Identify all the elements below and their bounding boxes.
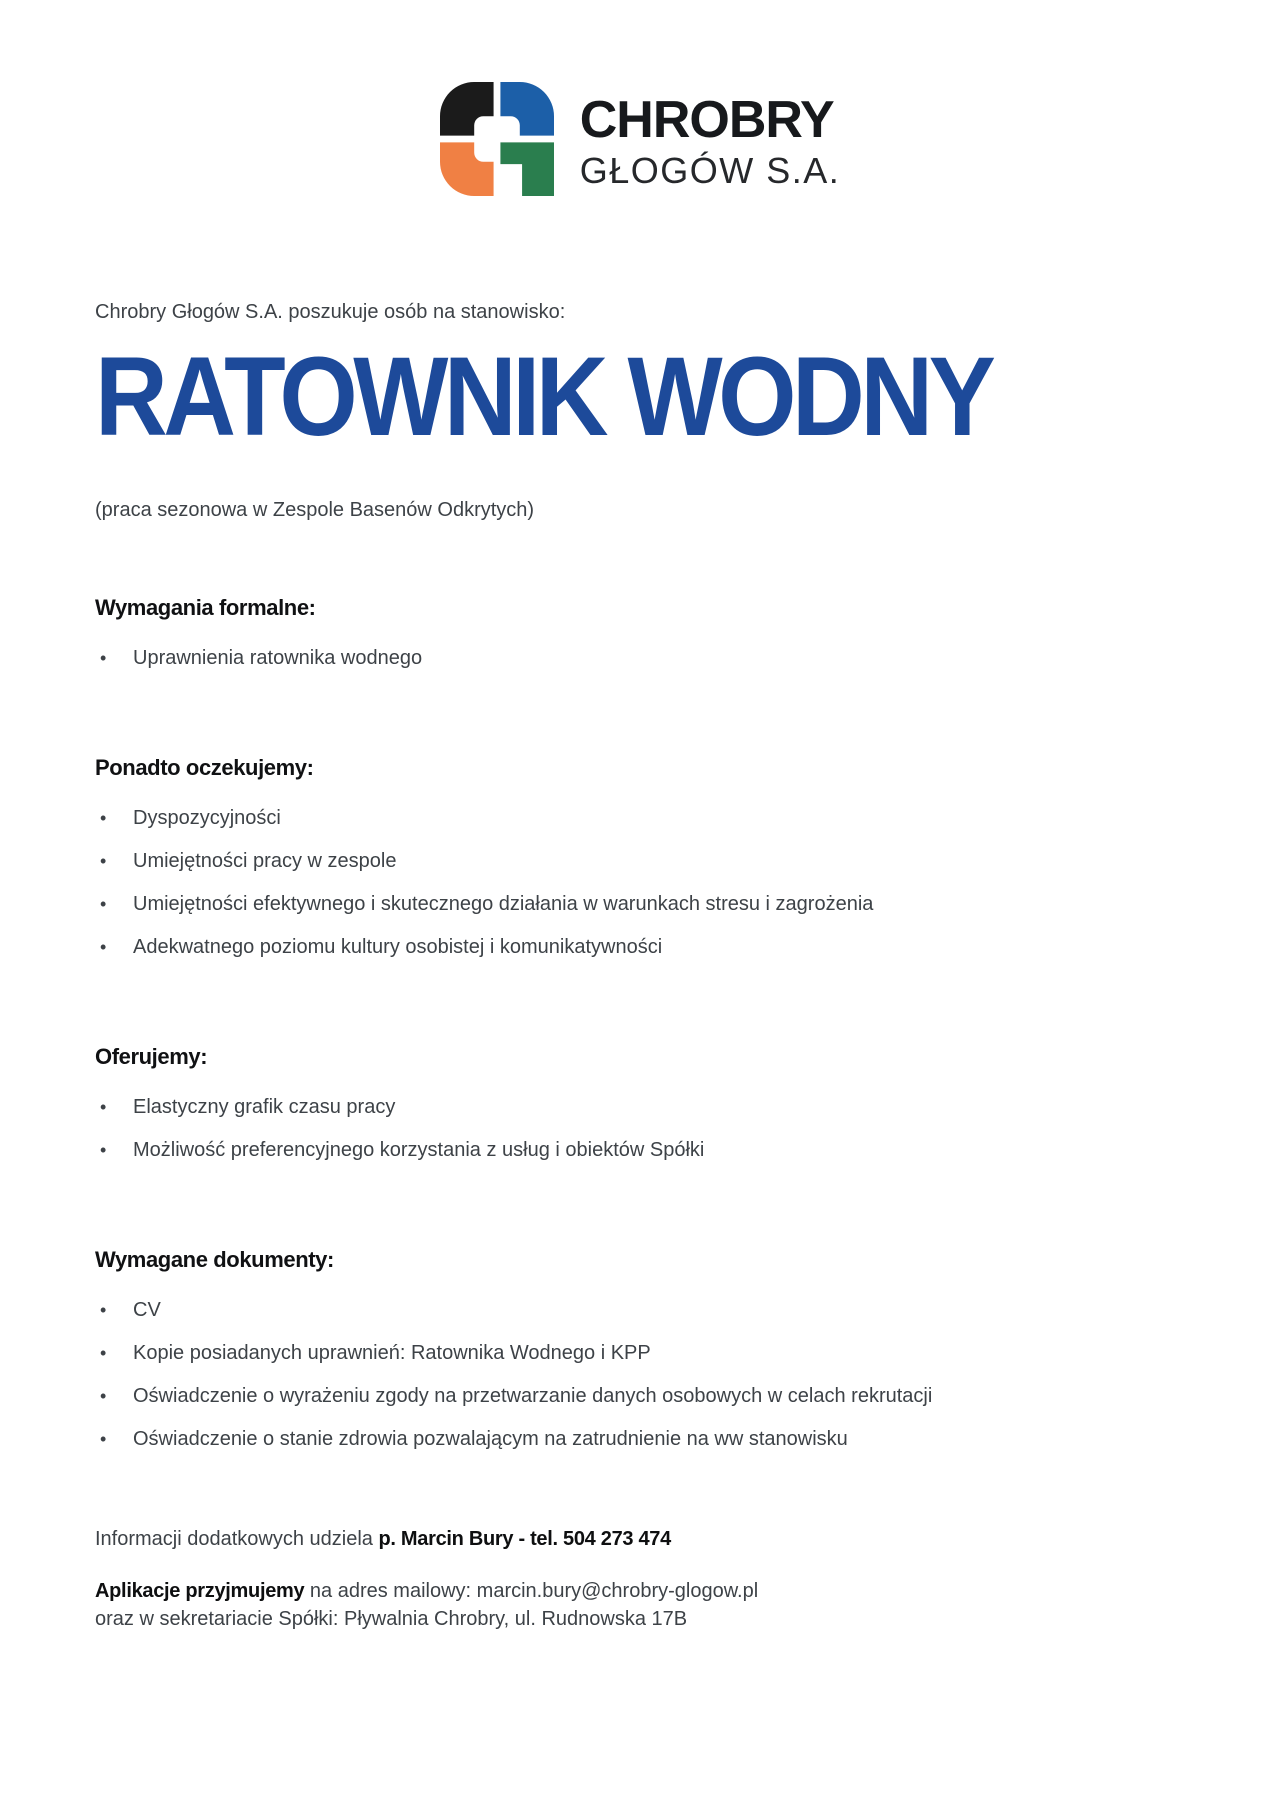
list-item [95,1385,975,1408]
contact-person-phone: p. Marcin Bury - tel. 504 273 474 [378,1527,671,1550]
list-item-text: Oświadczenie o wyrażeniu zgody na przetwarzanie danych osobowych w celach rekrutacji [133,1384,933,1407]
list-item-text: CV [133,1298,161,1321]
section-heading: Wymagane dokumenty: [95,1246,334,1272]
section-oferujemy [95,1043,975,1162]
list-item [95,850,975,873]
bullet-icon: • [100,647,107,668]
bullet-icon: • [100,1299,107,1320]
job-subtitle: (praca sezonowa w Zespole Basenów Odkrytych) [95,498,535,521]
intro-line: Chrobry Głogów S.A. poszukuje osób na stanowisko: [95,301,566,323]
list-item [95,1299,975,1322]
logo-quadrant-bottom-left [440,142,494,196]
list-item [95,893,975,916]
apply-email-text: na adres mailowy: marcin.bury@chrobry-glogow.pl [304,1579,759,1602]
list-item [95,1342,975,1365]
section-ponadto-oczekujemy [95,754,975,959]
section-heading: Wymagania formalne: [95,594,316,620]
logo-text [580,82,841,189]
bullet-icon: • [100,1342,107,1363]
bullet-icon: • [100,893,107,914]
section-heading: Ponadto oczekujemy: [95,754,314,780]
content-column [95,300,992,1633]
bullet-icon: • [100,1139,107,1160]
section-wymagane-dokumenty [95,1246,975,1451]
list-item [95,1096,975,1119]
list-item-text: Kopie posiadanych uprawnień: Ratownika Wodnego i KPP [133,1341,651,1364]
bullet-icon: • [100,1385,107,1406]
list-item-text: Elastyczny grafik czasu pracy [133,1095,396,1118]
job-title: RATOWNIK WODNY [95,334,992,459]
logo-quadrant-bottom-right [500,142,554,196]
bullet-icon: • [100,850,107,871]
chrobry-g-logo-icon [440,82,554,196]
contact-info-line [95,1525,975,1553]
bullet-icon: • [100,1096,107,1117]
contact-info-prefix: Informacji dodatkowych udziela [95,1527,379,1550]
brand-name: CHROBRY [579,91,834,149]
section-wymagania-formalne [95,594,975,670]
logo-quadrant-top-right [500,82,554,136]
application-instructions [95,1577,975,1633]
list-item-text: Możliwość preferencyjnego korzystania z usług i obiektów Spółki [133,1138,705,1161]
list-item [95,807,975,830]
apply-address-text: oraz w sekretariacie Spółki: Pływalnia Chrobry, ul. Rudnowska 17B [95,1607,688,1630]
list-item [95,647,975,670]
bullet-icon: • [100,936,107,957]
list-item-text: Adekwatnego poziomu kultury osobistej i komunikatywności [133,935,663,958]
list-item-text: Uprawnienia ratownika wodnego [133,646,423,669]
list-item [95,1139,975,1162]
bullet-icon: • [100,807,107,828]
company-logo [0,0,1280,196]
logo-quadrant-top-left [440,82,494,136]
list-item-text: Dyspozycyjności [133,806,281,829]
list-item [95,1428,975,1451]
brand-subtitle: GŁOGÓW S.A. [579,150,841,191]
list-item-text: Umiejętności efektywnego i skutecznego działania w warunkach stresu i zagrożenia [133,892,874,915]
list-item-text: Umiejętności pracy w zespole [133,849,397,872]
list-item-text: Oświadczenie o stanie zdrowia pozwalającym na zatrudnienie na ww stanowisku [133,1427,848,1450]
apply-label: Aplikacje przyjmujemy [95,1579,305,1602]
list-item [95,936,975,959]
bullet-icon: • [100,1428,107,1449]
section-heading: Oferujemy: [95,1043,208,1069]
